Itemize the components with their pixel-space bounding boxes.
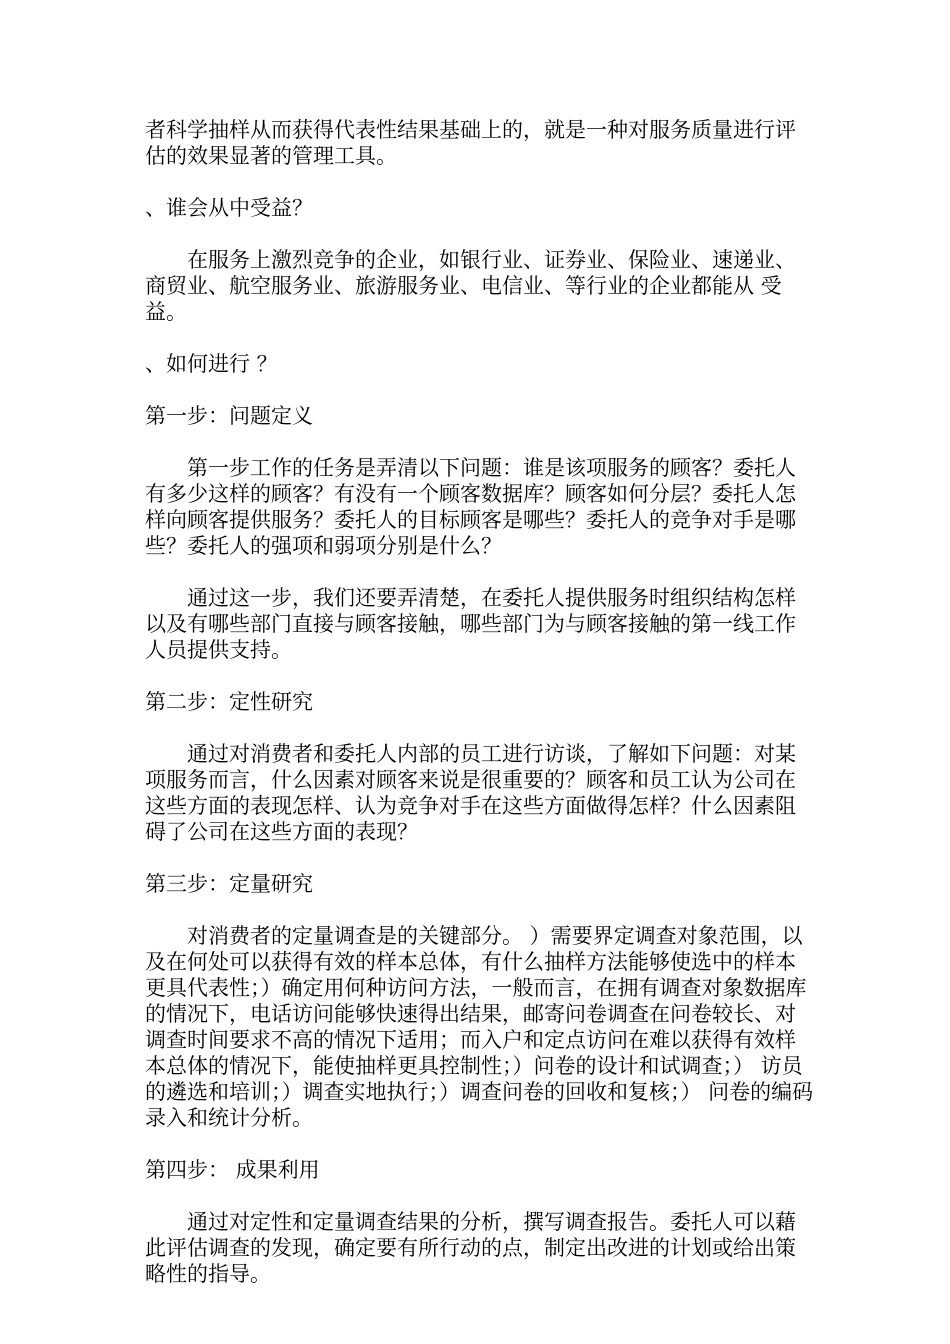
step-four-heading: 第四步： 成果利用	[145, 1158, 320, 1182]
section-heading-who-benefits: 、谁会从中受益？	[145, 196, 313, 220]
benefit-paragraph: 在服务上激烈竞争的企业，如银行业、证券业、保险业、速递业、商贸业、航空服务业、旅游服务业、电信业、等行业的企业都能从 受益。	[145, 248, 796, 324]
step-one-paragraph: 第一步工作的任务是弄清以下问题：谁是该项服务的顾客？委托人有多少这样的顾客？有没有一个顾客数据库？顾客如何分层？委托人怎样向顾客提供服务？委托人的目标顾客是哪些？委托人的竞争对手是哪些？委托人的强项和弱项分别是什么？	[145, 456, 796, 558]
document-body	[145, 117, 815, 1313]
step-two-heading: 第二步：定性研究	[145, 690, 313, 714]
step-three-paragraph: 对消费者的定量调查是的关键部分。 ）需要界定调查对象范围，以及在何处可以获得有效的样本总体，有什么抽样方法能够使选中的样本更具代表性；）确定用何种访问方法，一般而言，在拥有调查对象数据库的情况下，电话访问能够快速得出结果，邮寄问卷调查在问卷较长、对调查时间要求不高的情况下适用；而入户和定点访问在难以获得有效样本总体的情况下，能使抽样更具控制性；）问卷的设计和试调查；） 访员的遴选和培训；）调查实地执行；）调查问卷的回收和复核；） 问卷的编码录入和统计分析。	[145, 924, 814, 1130]
step-one-heading: 第一步：问题定义	[145, 404, 313, 428]
step-two-paragraph: 通过对消费者和委托人内部的员工进行访谈，了解如下问题：对某项服务而言，什么因素对顾客来说是很重要的？顾客和员工认为公司在这些方面的表现怎样、认为竞争对手在这些方面做得怎样？什么因素阻碍了公司在这些方面的表现？	[145, 742, 796, 844]
step-three-heading: 第三步：定量研究	[145, 872, 313, 896]
intro-paragraph: 者科学抽样从而获得代表性结果基础上的，就是一种对服务质量进行评估的效果显著的管理工具。	[145, 118, 796, 168]
section-heading-how-to-proceed: 、如何进行 ？	[145, 352, 278, 376]
step-one-followup-paragraph: 通过这一步，我们还要弄清楚，在委托人提供服务时组织结构怎样以及有哪些部门直接与顾客接触，哪些部门为与顾客接触的第一线工作人员提供支持。	[145, 586, 796, 662]
step-four-paragraph: 通过对定性和定量调查结果的分析，撰写调查报告。委托人可以藉此评估调查的发现，确定要有所行动的点，制定出改进的计划或给出策略性的指导。	[145, 1210, 796, 1286]
